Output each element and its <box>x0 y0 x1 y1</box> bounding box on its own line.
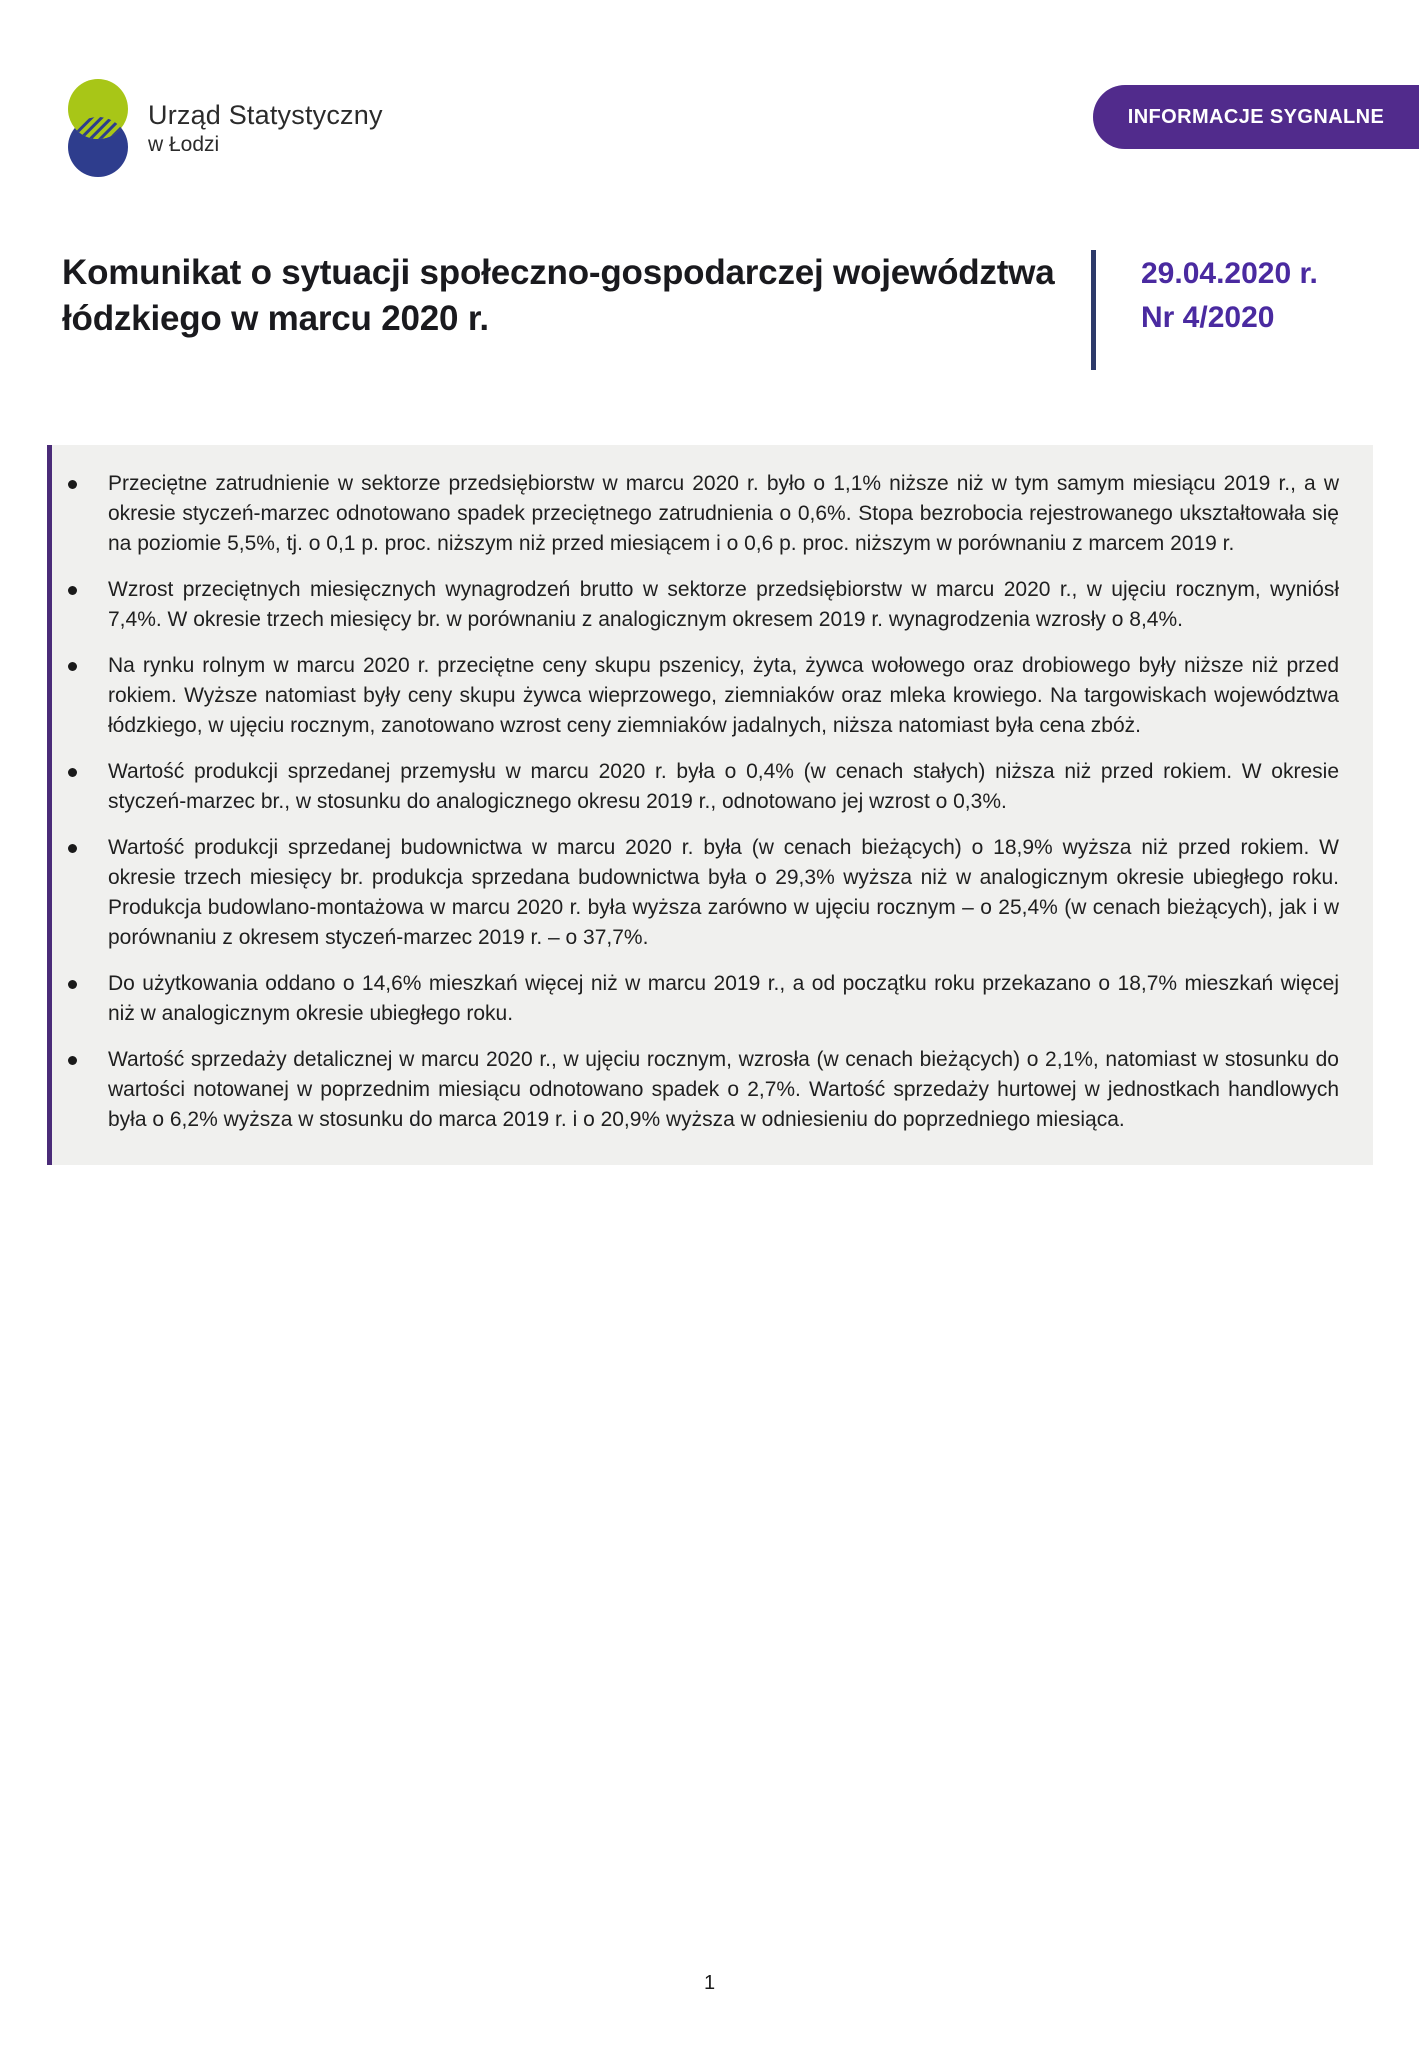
org-location: w Łodzi <box>148 133 220 156</box>
org-name: Urząd Statystyczny <box>148 100 383 130</box>
highlights-list <box>52 469 1339 1135</box>
page-title: Komunikat o sytuacji społeczno-gospodarczej województwa łódzkiego w marcu 2020 r. <box>62 253 1055 338</box>
bullet-text: Wartość sprzedaży detalicznej w marcu 2020 r., w ujęciu rocznym, wzrosła (w cenach bieżących) o 2,1%, natomiast w stosunku do wartości notowanej w poprzednim miesiącu odnotowano spadek o 2,7%. Wartość sprzedaży hurtowej w jednostkach handlowych była o 6,2% wyższa w stosunku do marca 2019 r. i o 20,9% wyższa w odniesieniu do poprzedniego miesiąca. <box>108 1048 1339 1131</box>
list-item <box>52 969 1339 1029</box>
logo-text <box>148 76 383 157</box>
issue-info <box>1141 252 1318 340</box>
statistical-office-logo-icon <box>62 76 134 182</box>
bullet-icon <box>68 980 77 989</box>
bullet-icon <box>68 662 77 671</box>
page-number: 1 <box>703 1972 716 1994</box>
list-item <box>52 469 1339 559</box>
bullet-text: Wzrost przeciętnych miesięcznych wynagrodzeń brutto w sektorze przedsiębiorstw w marcu 2020 r., w ujęciu rocznym, wyniósł 7,4%. W okresie trzech miesięcy br. w porównaniu z analogicznym okresem 2019 r. wynagrodzenia wzrosły o 8,4%. <box>108 578 1339 631</box>
bullet-icon <box>68 586 77 595</box>
bullet-icon <box>68 480 77 489</box>
list-item <box>52 833 1339 953</box>
bullet-icon <box>68 844 77 853</box>
list-item <box>52 1045 1339 1135</box>
highlights-box <box>47 445 1373 1165</box>
bullet-text: Na rynku rolnym w marcu 2020 r. przeciętne ceny skupu pszenicy, żyta, żywca wołowego oraz drobiowego były niższe niż przed rokiem. Wyższe natomiast były ceny skupu żywca wieprzowego, ziemniaków oraz mleka krowiego. Na targowiskach województwa łódzkiego, w ujęciu rocznym, zanotowano wzrost ceny ziemniaków jadalnych, niższa natomiast była cena zbóż. <box>108 654 1339 737</box>
informacje-sygnalne-badge <box>1093 85 1419 149</box>
bullet-icon <box>68 768 77 777</box>
bullet-text: Do użytkowania oddano o 14,6% mieszkań więcej niż w marcu 2019 r., a od początku roku przekazano o 18,7% mieszkań więcej niż w analogicznym okresie ubiegłego roku. <box>108 972 1339 1025</box>
issue-date: 29.04.2020 r. <box>1141 257 1318 290</box>
bullet-icon <box>68 1056 77 1065</box>
bullet-text: Wartość produkcji sprzedanej budownictwa w marcu 2020 r. była (w cenach bieżących) o 18,9% wyższa niż przed rokiem. W okresie trzech miesięcy br. produkcja sprzedana budownictwa była o 29,3% wyższa niż w analogicznym okresie ubiegłego roku. Produkcja budowlano-montażowa w marcu 2020 r. była wyższa zarówno w ujęciu rocznym – o 25,4% (w cenach bieżących), jak i w porównaniu z okresem styczeń-marzec 2019 r. – o 37,7%. <box>108 836 1339 949</box>
bullet-text: Wartość produkcji sprzedanej przemysłu w marcu 2020 r. była o 0,4% (w cenach stałych) niższa niż przed rokiem. W okresie styczeń-marzec br., w stosunku do analogicznego okresu 2019 r., odnotowano jej wzrost o 0,3%. <box>108 760 1339 813</box>
issue-number: Nr 4/2020 <box>1141 301 1275 334</box>
list-item <box>52 651 1339 741</box>
title-divider <box>1091 250 1096 370</box>
list-item <box>52 757 1339 817</box>
badge-label: INFORMACJE SYGNALNE <box>1127 105 1385 128</box>
logo <box>62 76 383 182</box>
list-item <box>52 575 1339 635</box>
bullet-text: Przeciętne zatrudnienie w sektorze przedsiębiorstw w marcu 2020 r. było o 1,1% niższe niż w tym samym miesiącu 2019 r., a w okresie styczeń-marzec odnotowano spadek przeciętnego zatrudnienia o 0,6%. Stopa bezrobocia rejestrowanego ukształtowała się na poziomie 5,5%, tj. o 0,1 p. proc. niższym niż przed miesiącem i o 0,6 p. proc. niższym w porównaniu z marcem 2019 r. <box>108 472 1339 555</box>
